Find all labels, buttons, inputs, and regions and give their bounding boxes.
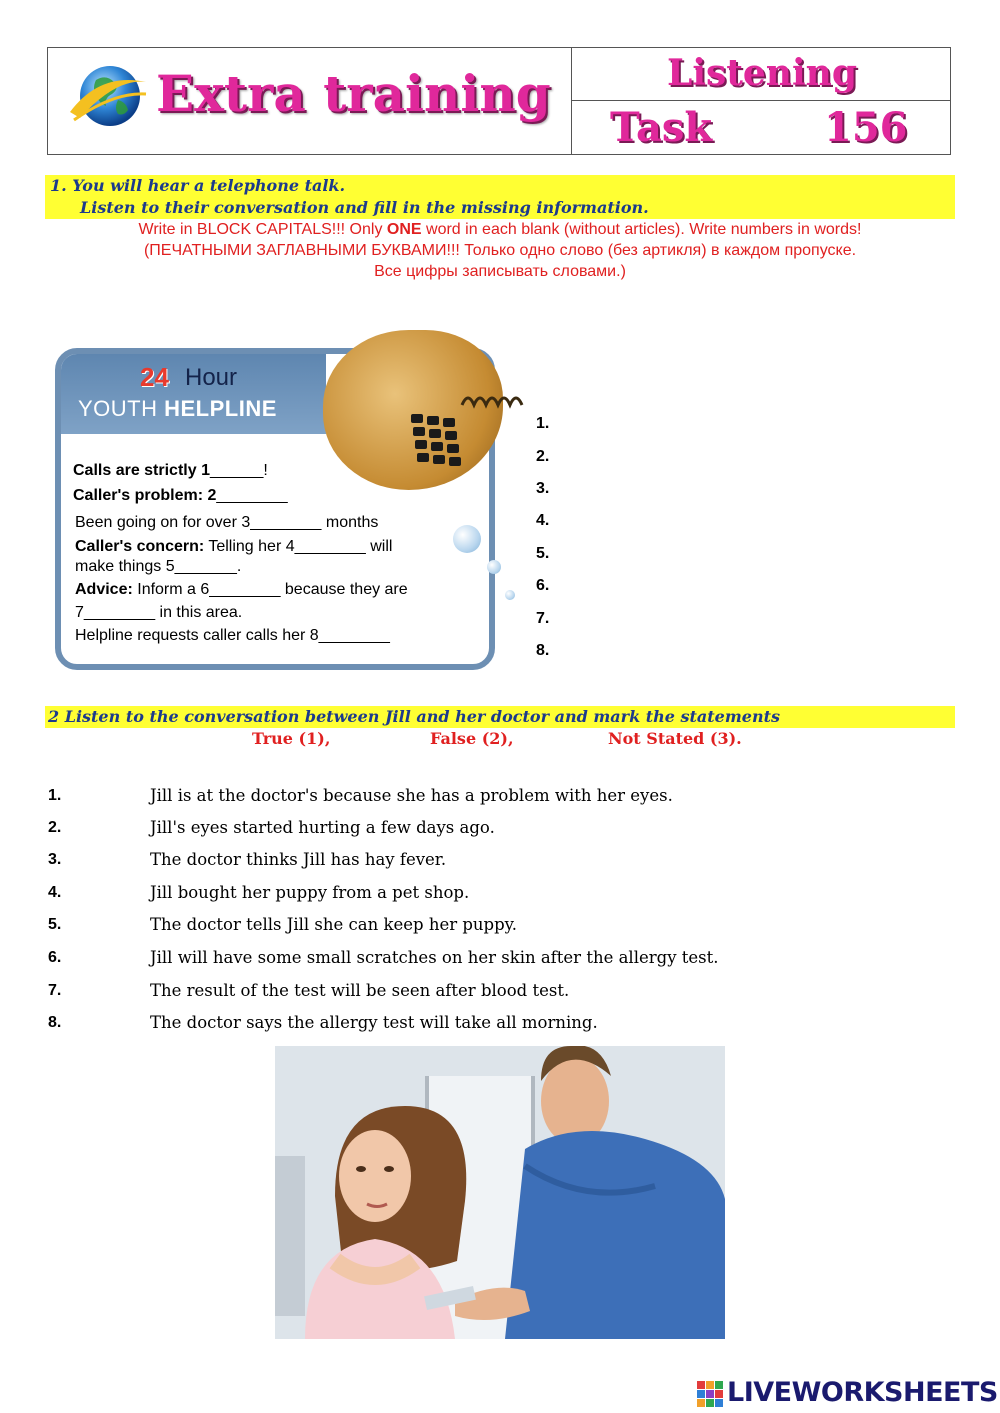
- statement-text: The doctor tells Jill she can keep her puppy.: [150, 915, 518, 934]
- bubble-decoration: [487, 560, 501, 574]
- skill-label: Listening: [667, 52, 857, 94]
- bubble-decoration: [453, 525, 481, 553]
- statement-text: Jill will have some small scratches on her skin after the allergy test.: [150, 948, 719, 967]
- helpline-line-3: Been going on for over 3________ months: [75, 514, 379, 531]
- helpline-line-2: Caller's problem: 2________: [73, 487, 288, 504]
- worksheet-header: [47, 47, 951, 155]
- answer-number: 3.: [536, 480, 550, 497]
- doctor-patient-illustration: [275, 1046, 725, 1339]
- helpline-line-7: 7________ in this area.: [75, 604, 243, 621]
- helpline-line-5: make things 5_______.: [75, 558, 242, 575]
- helpline-line-6: Advice: Inform a 6________ because they are: [75, 581, 408, 598]
- phone-cord-icon: [460, 375, 525, 415]
- statement-number: 4.: [48, 884, 62, 901]
- task-number: 156: [824, 104, 908, 151]
- bubble-decoration: [505, 590, 515, 600]
- answer-number: 7.: [536, 610, 550, 627]
- instruction-english: Write in BLOCK CAPITALS!!! Only ONE word in each blank (without articles). Write numbers in words!: [138, 221, 862, 238]
- statement-text: Jill bought her puppy from a pet shop.: [150, 883, 470, 902]
- doctor-patient-photo: [275, 1046, 725, 1339]
- answer-number: 2.: [536, 448, 550, 465]
- section1-heading: 1. You will hear a telephone talk.: [45, 175, 955, 197]
- statement-number: 6.: [48, 949, 62, 966]
- statement-number: 3.: [48, 851, 62, 868]
- answer-number: 5.: [536, 545, 550, 562]
- statement-text: Jill is at the doctor's because she has a problem with her eyes.: [150, 786, 673, 805]
- hour-number: 24: [140, 362, 169, 392]
- helpline-card: [55, 320, 525, 675]
- statement-text: The doctor says the allergy test will take all morning.: [150, 1013, 598, 1032]
- section2-heading: 2 Listen to the conversation between Jill and her doctor and mark the statements: [45, 706, 955, 728]
- helpline-line-8: Helpline requests caller calls her 8________: [75, 627, 390, 644]
- liveworksheets-wordmark: LIVEWORKSHEETS: [727, 1377, 998, 1408]
- worksheet-title: Extra training: [156, 64, 551, 123]
- liveworksheets-logo-icon: [697, 1381, 725, 1407]
- statement-number: 1.: [48, 787, 62, 804]
- statement-number: 2.: [48, 819, 62, 836]
- helpline-line-1: Calls are strictly 1______!: [73, 462, 268, 479]
- statement-text: Jill's eyes started hurting a few days ago.: [150, 818, 495, 837]
- option-true: True (1),: [252, 729, 331, 748]
- hour-word: Hour: [185, 364, 238, 391]
- youth-helpline-label: YOUTH HELPLINE: [78, 396, 277, 421]
- answer-number: 4.: [536, 512, 550, 529]
- statement-number: 8.: [48, 1014, 62, 1031]
- option-not-stated: Not Stated (3).: [608, 729, 742, 748]
- globe-icon: [66, 60, 148, 134]
- option-false: False (2),: [430, 729, 514, 748]
- section1-subheading: Listen to their conversation and fill in the missing information.: [45, 197, 955, 219]
- task-label: Task: [610, 104, 713, 151]
- keypad-icon: [405, 410, 475, 470]
- helpline-line-4: Caller's concern: Telling her 4________ will: [75, 538, 393, 555]
- instruction-russian-line2: Все цифры записывать словами.): [374, 263, 626, 280]
- answer-number: 1.: [536, 415, 550, 432]
- header-divider-horizontal: [571, 100, 951, 101]
- instruction-russian-line1: (ПЕЧАТНЫМИ ЗАГЛАВНЫМИ БУКВАМИ!!! Только одно слово (без артикля) в каждом пропуске.: [143, 242, 857, 259]
- statement-number: 7.: [48, 982, 62, 999]
- statement-number: 5.: [48, 916, 62, 933]
- statement-text: The doctor thinks Jill has hay fever.: [150, 850, 447, 869]
- answer-number: 8.: [536, 642, 550, 659]
- statement-text: The result of the test will be seen after blood test.: [150, 981, 570, 1000]
- answer-number: 6.: [536, 577, 550, 594]
